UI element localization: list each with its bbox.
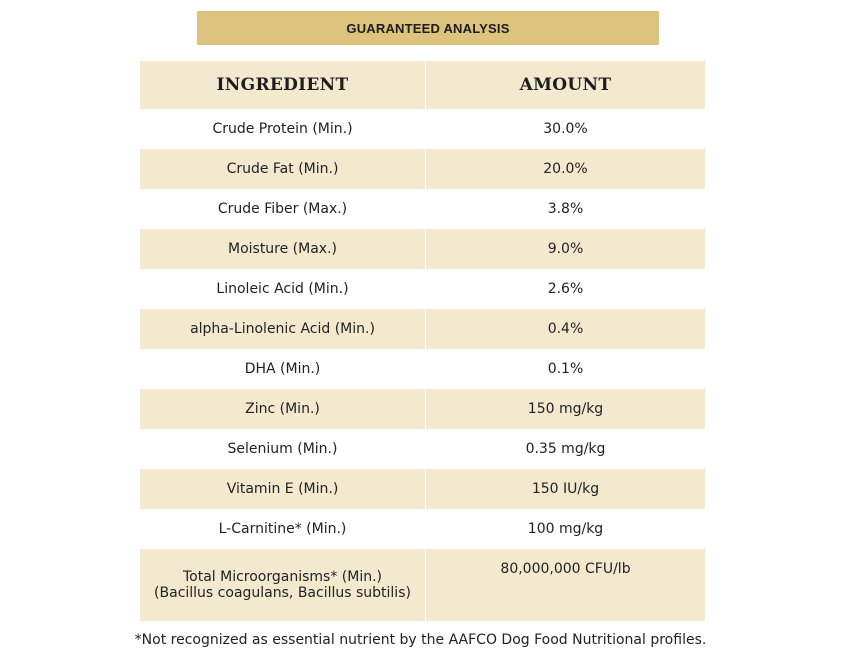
guaranteed-analysis-banner <box>197 11 659 45</box>
table-row <box>140 429 705 469</box>
ingredient-cell: DHA (Min.) <box>140 349 426 389</box>
ingredient-cell: Linoleic Acid (Min.) <box>140 269 426 309</box>
amount-cell: 20.0% <box>426 149 706 189</box>
table-row <box>140 389 705 429</box>
amount-cell: 2.6% <box>547 281 584 297</box>
table-row <box>140 309 705 349</box>
table-row <box>140 269 705 309</box>
table-row <box>140 509 705 549</box>
amount-cell: 80,000,000 CFU/lb <box>426 549 706 621</box>
ingredient-cell: Vitamin E (Min.) <box>140 469 426 509</box>
ingredient-cell: Moisture (Max.) <box>140 229 426 269</box>
amount-cell: 100 mg/kg <box>527 521 604 537</box>
amount-cell: 0.1% <box>547 361 584 377</box>
amount-cell: 150 IU/kg <box>426 469 706 509</box>
table-row <box>140 229 705 269</box>
table-row <box>140 189 705 229</box>
ingredient-cell: Selenium (Min.) <box>140 429 426 469</box>
footnote: *Not recognized as essential nutrient by the AAFCO Dog Food Nutritional profiles. <box>134 632 707 648</box>
banner-title: GUARANTEED ANALYSIS <box>346 20 510 36</box>
ingredient-cell: L-Carnitine* (Min.) <box>140 509 426 549</box>
amount-cell: 3.8% <box>547 201 584 217</box>
ingredient-cell: alpha-Linolenic Acid (Min.) <box>140 309 426 349</box>
amount-cell: 30.0% <box>543 121 588 137</box>
ingredient-line-1: Total Microorganisms* (Min.) <box>182 569 383 585</box>
amount-cell: 150 mg/kg <box>426 389 706 429</box>
ingredient-line-2: (Bacillus coagulans, Bacillus subtilis) <box>154 585 411 601</box>
ingredient-cell: Crude Fiber (Max.) <box>140 189 426 229</box>
amount-cell: 0.4% <box>426 309 706 349</box>
table-header-row <box>140 61 705 109</box>
ingredient-cell: Zinc (Min.) <box>140 389 426 429</box>
ingredient-cell <box>140 549 426 621</box>
amount-cell: 9.0% <box>426 229 706 269</box>
ingredient-cell: Crude Protein (Min.) <box>140 109 426 149</box>
table-row <box>140 349 705 389</box>
ingredient-cell: Crude Fat (Min.) <box>140 149 426 189</box>
guaranteed-analysis-table <box>140 61 705 621</box>
table-row <box>140 549 705 621</box>
header-amount: AMOUNT <box>426 61 706 109</box>
table-row <box>140 149 705 189</box>
table-row <box>140 469 705 509</box>
table-row <box>140 109 705 149</box>
header-ingredient: INGREDIENT <box>140 61 426 109</box>
amount-cell: 0.35 mg/kg <box>525 441 606 457</box>
